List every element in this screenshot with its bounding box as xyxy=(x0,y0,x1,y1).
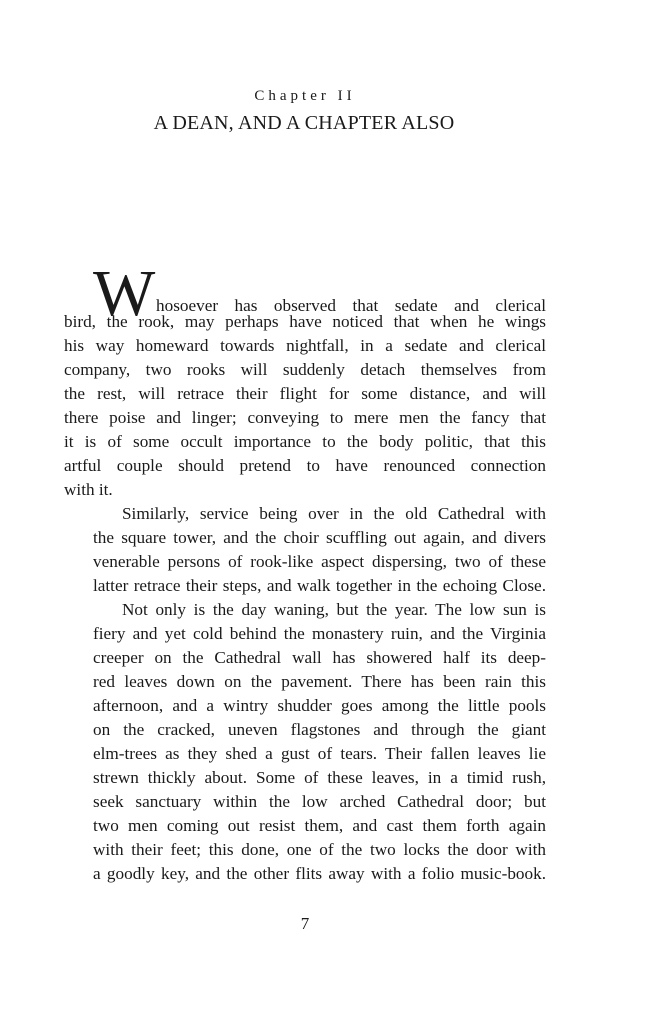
chapter-body xyxy=(64,257,546,886)
text-line: artful couple should pretend to have renounced connection xyxy=(64,456,546,475)
chapter-title: A DEAN, AND A CHAPTER ALSO xyxy=(153,112,455,134)
text-line: latter retrace their steps, and walk together in the echoing Close. xyxy=(93,576,546,595)
paragraph-2 xyxy=(64,502,546,598)
paragraph-3 xyxy=(64,598,546,886)
text-line: venerable persons of rook-like aspect dispersing, two of these xyxy=(93,552,546,571)
text-line: strewn thickly about. Some of these leaves, in a timid rush, xyxy=(93,768,546,787)
text-line: company, two rooks will suddenly detach themselves from xyxy=(64,360,546,379)
text-line: creeper on the Cathedral wall has showered half its deep- xyxy=(93,648,546,667)
text-line: red leaves down on the pavement. There has been rain this xyxy=(93,672,546,691)
text-line: Not only is the day waning, but the year. The low sun is xyxy=(122,600,546,619)
text-line: the square tower, and the choir scuffling out again, and divers xyxy=(93,528,546,547)
text-line: there poise and linger; conveying to mere men the fancy that xyxy=(64,408,546,427)
text-line: his way homeward towards nightfall, in a sedate and clerical xyxy=(64,336,546,355)
text-line: seek sanctuary within the low arched Cathedral door; but xyxy=(93,792,546,811)
text-line: Similarly, service being over in the old Cathedral with xyxy=(122,504,546,523)
text-line: with it. xyxy=(64,480,113,499)
chapter-label: Chapter II xyxy=(254,88,356,104)
text-line: bird, the rook, may perhaps have noticed that when he wings xyxy=(64,312,546,331)
text-line: afternoon, and a wintry shudder goes among the little pools xyxy=(93,696,546,715)
text-line: a goodly key, and the other flits away with a folio music-book. xyxy=(93,864,546,883)
page-number: 7 xyxy=(300,914,310,933)
text-line: fiery and yet cold behind the monastery ruin, and the Virginia xyxy=(93,624,546,643)
text-line: on the cracked, uneven flagstones and through the giant xyxy=(93,720,546,739)
text-line: two men coming out resist them, and cast them forth again xyxy=(93,816,546,835)
drop-cap: W xyxy=(93,257,156,330)
text-line: the rest, will retrace their flight for some distance, and will xyxy=(64,384,546,403)
text-line: it is of some occult importance to the body politic, that this xyxy=(64,432,546,451)
paragraph-1 xyxy=(64,257,546,502)
text-line: with their feet; this done, one of the two locks the door with xyxy=(93,840,546,859)
text-line: elm-trees as they shed a gust of tears. Their fallen leaves lie xyxy=(93,744,546,763)
first-line-text: hosoever has observed that sedate and clerical xyxy=(156,296,546,315)
